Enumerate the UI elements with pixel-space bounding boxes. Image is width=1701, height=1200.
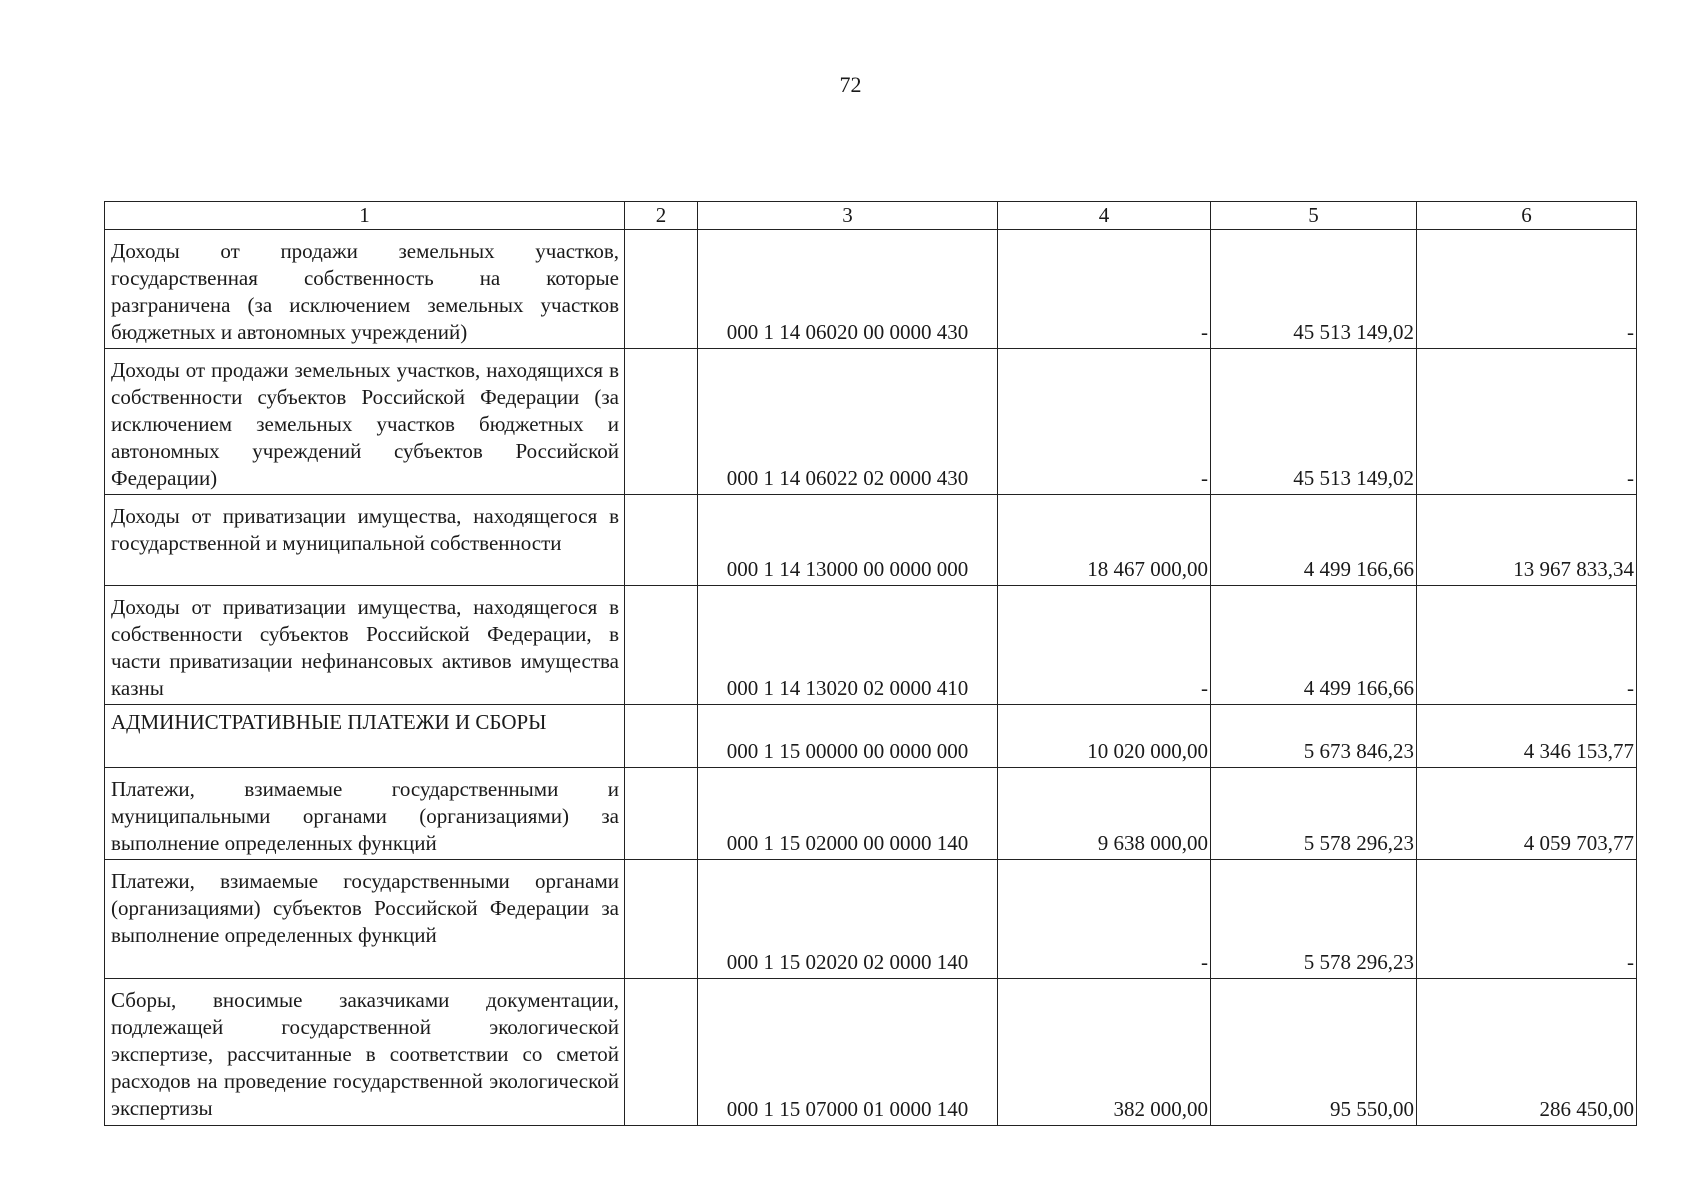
executed-amount: 4 499 166,66 (1211, 586, 1417, 705)
column-header: 6 (1417, 202, 1637, 230)
column-header: 2 (625, 202, 698, 230)
executed-amount: 95 550,00 (1211, 979, 1417, 1126)
col2-cell (625, 979, 698, 1126)
col2-cell (625, 230, 698, 349)
executed-amount: 45 513 149,02 (1211, 230, 1417, 349)
revenue-name: Доходы от приватизации имущества, находящегося в государственной и муниципальной собственности (105, 495, 625, 586)
remaining-amount: 13 967 833,34 (1417, 495, 1637, 586)
remaining-amount: - (1417, 586, 1637, 705)
remaining-amount: - (1417, 349, 1637, 495)
budget-code: 000 1 14 13000 00 0000 000 (698, 495, 998, 586)
approved-amount: 9 638 000,00 (998, 768, 1211, 860)
table-header-row (105, 202, 1637, 230)
column-header: 1 (105, 202, 625, 230)
table-row (105, 349, 1637, 495)
table-row (105, 230, 1637, 349)
budget-code: 000 1 15 07000 01 0000 140 (698, 979, 998, 1126)
executed-amount: 45 513 149,02 (1211, 349, 1417, 495)
budget-revenue-table (104, 201, 1637, 1126)
table-row (105, 705, 1637, 768)
column-header: 3 (698, 202, 998, 230)
approved-amount: - (998, 349, 1211, 495)
revenue-name: Сборы, вносимые заказчиками документации, подлежащей государственной экологической экспертизе, рассчитанные в соответствии со сметой расходов на проведение государственной экологической экспертизы (105, 979, 625, 1126)
remaining-amount: - (1417, 860, 1637, 979)
executed-amount: 5 578 296,23 (1211, 860, 1417, 979)
executed-amount: 4 499 166,66 (1211, 495, 1417, 586)
table-row (105, 768, 1637, 860)
budget-code: 000 1 14 13020 02 0000 410 (698, 586, 998, 705)
revenue-name: Доходы от приватизации имущества, находящегося в собственности субъектов Российской Федерации, в части приватизации нефинансовых активов имущества казны (105, 586, 625, 705)
col2-cell (625, 860, 698, 979)
table-row (105, 860, 1637, 979)
remaining-amount: 4 059 703,77 (1417, 768, 1637, 860)
table-row (105, 495, 1637, 586)
col2-cell (625, 586, 698, 705)
remaining-amount: 286 450,00 (1417, 979, 1637, 1126)
approved-amount: - (998, 586, 1211, 705)
table-row (105, 979, 1637, 1126)
budget-code: 000 1 15 02000 00 0000 140 (698, 768, 998, 860)
revenue-name: Доходы от продажи земельных участков, находящихся в собственности субъектов Российской Федерации (за исключением земельных участков бюджетных и автономных учреждений субъектов Российской Федерации) (105, 349, 625, 495)
column-header: 4 (998, 202, 1211, 230)
budget-code: 000 1 14 06022 02 0000 430 (698, 349, 998, 495)
approved-amount: - (998, 230, 1211, 349)
approved-amount: 10 020 000,00 (998, 705, 1211, 768)
revenue-name: АДМИНИСТРАТИВНЫЕ ПЛАТЕЖИ И СБОРЫ (105, 705, 625, 768)
col2-cell (625, 349, 698, 495)
budget-code: 000 1 15 02020 02 0000 140 (698, 860, 998, 979)
approved-amount: - (998, 860, 1211, 979)
executed-amount: 5 673 846,23 (1211, 705, 1417, 768)
revenue-name: Платежи, взимаемые государственными и муниципальными органами (организациями) за выполнение определенных функций (105, 768, 625, 860)
col2-cell (625, 495, 698, 586)
remaining-amount: 4 346 153,77 (1417, 705, 1637, 768)
remaining-amount: - (1417, 230, 1637, 349)
col2-cell (625, 768, 698, 860)
col2-cell (625, 705, 698, 768)
table-row (105, 586, 1637, 705)
budget-code: 000 1 15 00000 00 0000 000 (698, 705, 998, 768)
revenue-name: Доходы от продажи земельных участков, государственная собственность на которые разграничена (за исключением земельных участков бюджетных и автономных учреждений) (105, 230, 625, 349)
executed-amount: 5 578 296,23 (1211, 768, 1417, 860)
page-number: 72 (839, 72, 862, 97)
approved-amount: 18 467 000,00 (998, 495, 1211, 586)
budget-code: 000 1 14 06020 00 0000 430 (698, 230, 998, 349)
approved-amount: 382 000,00 (998, 979, 1211, 1126)
revenue-name: Платежи, взимаемые государственными органами (организациями) субъектов Российской Федерации за выполнение определенных функций (105, 860, 625, 979)
column-header: 5 (1211, 202, 1417, 230)
